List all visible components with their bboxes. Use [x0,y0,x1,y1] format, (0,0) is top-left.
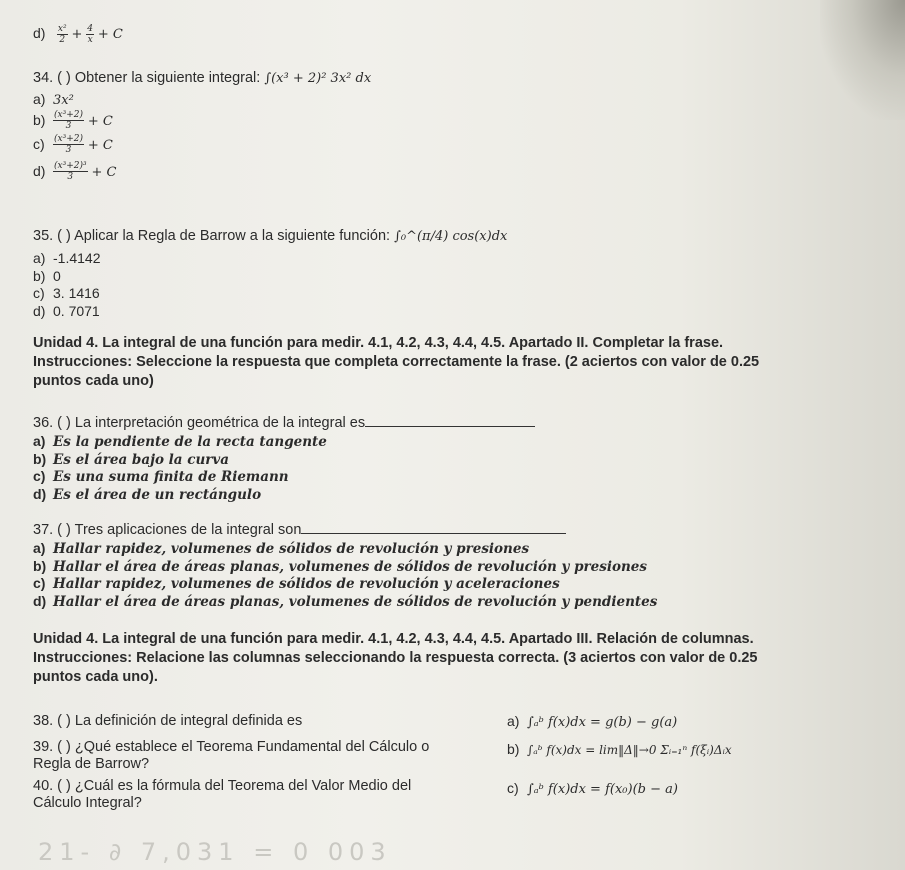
matching-right-c: c) ∫ₐᵇ f(x)dx = f(x₀)(b − a) [507,780,678,797]
integral-expression: ∫(x³ + 2)² 3x² dx [264,71,372,86]
option-d: d) Es el área de un rectángulo [33,485,262,503]
question-35 [33,228,873,320]
option-c: c) Es una suma finita de Riemann [33,468,289,485]
matching-left-38: 38. ( ) La definición de integral definida es [33,713,303,729]
question-34 [33,70,873,185]
option-a: a) 3x² [33,91,74,108]
q33-option-d: d) $\frac{\text{x²}}{2}$ + $\frac{4}{x}$ + C [33,24,123,45]
option-b: b) Es el área bajo la curva [33,450,229,468]
option-a: a) Hallar rapidez, volumenes de sólidos de revolución y presiones [33,540,530,557]
fraction: $\frac{4}{x}$ [87,24,93,45]
question-text: 34. ( ) Obtener la siguiente integral: [33,70,261,86]
option-a: a) Es la pendiente de la recta tangente [33,433,327,450]
fraction: $\frac{\text{x²}}{2}$ [57,24,67,45]
faded-handwriting: 21- ∂ 7,031 = 0 003 [38,838,392,866]
option-b: b) 0 [33,267,61,284]
option-b: b) Hallar el área de áreas planas, volumenes de sólidos de revolución y presiones [33,557,647,575]
option-c: c) 3. 1416 [33,285,100,301]
section-instructions: Instrucciones: Relacione las columnas seleccionando la respuesta correcta. (3 aciertos con valor de 0.25 [33,650,758,666]
option-d: d) $\frac{\text{(x³+2)³}}{3}$ + C [33,161,117,183]
option-label: d) [33,25,46,42]
answer-blank [365,414,535,427]
section-instructions-cont: puntos cada uno). [33,669,158,685]
option-d: d) 0. 7071 [33,302,100,319]
section-2-header [33,334,873,391]
question-text: 35. ( ) Aplicar la Regla de Barrow a la siguiente función: [33,228,391,244]
matching-left-39: 39. ( ) ¿Qué establece el Teorema Fundamental del Cálculo o Regla de Barrow? [33,739,430,772]
section-instructions: Instrucciones: Seleccione la respuesta que completa correctamente la frase. (2 aciertos con valor de 0.25 [33,354,760,370]
option-c: c) $\frac{\text{(x³+2)}}{3}$ + C [33,134,113,156]
option-a: a) -1.4142 [33,250,101,266]
matching-right-b: b) ∫ₐᵇ f(x)dx = lim‖Δ‖→0 Σᵢ₌₁ⁿ f(ξᵢ)Δᵢx [507,741,732,757]
option-b: b) $\frac{\text{(x³+2)}}{3}$ + C [33,110,113,132]
question-37 [33,521,873,610]
integral-expression: ∫₀^(π/4) cos(x)dx [394,229,508,244]
option-d: d) Hallar el área de áreas planas, volumenes de sólidos de revolución y pendientes [33,592,658,610]
section-instructions-cont: puntos cada uno) [33,373,154,389]
matching-right-a: a) ∫ₐᵇ f(x)dx = g(b) − g(a) [507,713,678,730]
option-c: c) Hallar rapidez, volumenes de sólidos de revolución y aceleraciones [33,575,560,592]
section-title: Unidad 4. La integral de una función para medir. 4.1, 4.2, 4.3, 4.4, 4.5. Apartado II. Completar la frase. [33,335,724,351]
question-text: 37. ( ) Tres aplicaciones de la integral son [33,522,302,538]
answer-blank [301,521,566,534]
section-3-header [33,630,873,687]
section-title: Unidad 4. La integral de una función para medir. 4.1, 4.2, 4.3, 4.4, 4.5. Apartado III. Relación de columnas. [33,631,754,647]
question-36 [33,414,873,503]
matching-left-40: 40. ( ) ¿Cuál es la fórmula del Teorema del Valor Medio del Cálculo Integral? [33,778,412,811]
question-text: 36. ( ) La interpretación geométrica de la integral es [33,415,366,431]
